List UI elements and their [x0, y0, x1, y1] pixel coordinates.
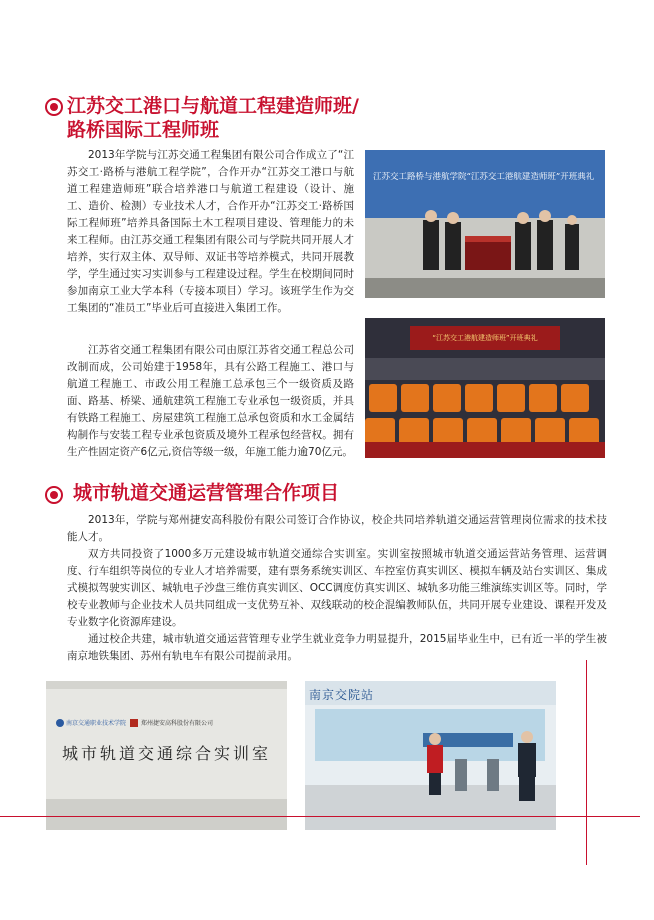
auditorium-banner-text: “江苏交工港航建造师班”开班典礼 [432, 334, 538, 342]
double-ring-icon [45, 98, 63, 116]
bottom-horizontal-rule [0, 816, 640, 817]
auditorium-photo [365, 318, 605, 458]
section2-paragraph-3: 通过校企共建，城市轨道交通运营管理专业学生就业竞争力明显提升，2015届毕业生中，已有近一半的学生被南京地铁集团、苏州有轨电车有限公司提前录用。 [67, 633, 607, 662]
ceremony-photo [365, 150, 605, 298]
section1-paragraph-2: 江苏省交通工程集团有限公司由原江苏省交通工程总公司改制而成，公司始建于1958年，具有公路工程施工、港口与航道工程施工、市政公用工程施工总承包三个一级资质及路面、路基、桥梁、通航建筑工程施工专业承包一级资质，并具有铁路工程施工、房屋建筑工程施工总承包资质和水工金属结构制作与安装工程专业承包资质及境外工程承包经营权。拥有生产性固定资产6亿元,资信等级一级，年施工能力逾70亿元。 [67, 344, 354, 458]
ceremony-banner-text: 江苏交工路桥与港航学院“江苏交工港航建造师班”开班典礼 [373, 172, 595, 182]
section2-paragraph-1: 2013年，学院与郑州捷安高科股份有限公司签订合作协议，校企共同培养轨道交通运营管理岗位需求的技术技能人才。 [67, 514, 607, 543]
training-room-photo [46, 681, 287, 830]
station-photo [305, 681, 556, 830]
section2-title: 城市轨道交通运营管理合作项目 [73, 482, 340, 504]
section2-paragraph-2: 双方共同投资了1000多万元建设城市轨道交通综合实训室。实训室按照城市轨道交通运营站务管理、运营调度、行车组织等岗位的专业人才培养需要，建有票务系统实训区、车控室仿真实训区、模拟车辆及站台实训区、集成式模拟驾驶实训区、城轨电子沙盘三维仿真实训区、OCC调度仿真实训区、城轨多功能三维演练实训区等。同时，学校专业教师与企业技术人员共同组成一支优势互补、双线联动的校企混编教师队伍，共同开展专业建设、课程开发及专业数字化资源库建设。 [67, 548, 607, 628]
double-ring-icon [45, 486, 63, 504]
section1-title-line2: 路桥国际工程师班 [67, 119, 220, 141]
training-room-sign: 城市轨道交通综合实训室 [62, 744, 272, 763]
section1-paragraph-1: 2013年学院与江苏交通工程集团有限公司合作成立了“江苏交工·路桥与港航工程学院”，合作开办“江苏交工港口与航道工程建造师班”联合培养港口与航道工程建设（设计、施工、造价、检测）专业技术人才，合作开办“江苏交工·路桥国际工程师班”培养具备国际土木工程项目建设、管理能力的未来工程师。由江苏交通工程集团有限公司与学院共同开展人才培养，实行双主体、双导师、双证书等培养模式，共同开展教学，学生通过实习实训参与工程建设过程。学生在校期间同时参加南京工业大学本科（专接本项目）学习。该班学生作为交工集团的“准员工”毕业后可直接进入集团工作。 [67, 149, 354, 314]
training-logo-1: 南京交通职业技术学院 [66, 720, 127, 727]
section1-title-line1: 江苏交工港口与航道工程建造师班/ [67, 95, 359, 117]
station-sign: 南京交院站 [309, 688, 375, 702]
training-logo-2: 郑州捷安高科股份有限公司 [141, 720, 214, 727]
right-vertical-rule [586, 660, 587, 865]
